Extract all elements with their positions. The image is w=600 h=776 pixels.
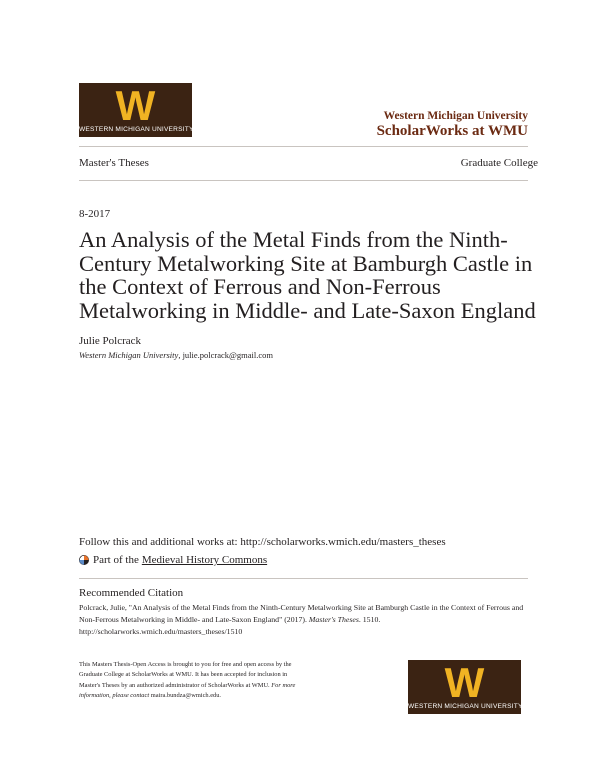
- divider-citation: [79, 578, 528, 579]
- nav-masters-theses[interactable]: Master's Theses: [79, 157, 149, 169]
- author-affiliation: [79, 350, 273, 360]
- wmu-logo-bottom[interactable]: [408, 660, 521, 714]
- part-of-line: [79, 554, 267, 566]
- citation-label: Recommended Citation: [79, 587, 184, 599]
- medieval-history-commons-link[interactable]: Medieval History Commons: [141, 554, 268, 566]
- wmu-logo-wordmark: WESTERN MICHIGAN UNIVERSITY: [79, 126, 194, 133]
- wmu-logo-letter: W: [444, 659, 485, 706]
- follow-line: [79, 536, 446, 548]
- network-commons-icon: [79, 555, 89, 565]
- access-main: This Masters Thesis-Open Access is brought to you for free and open access by the Graduate College at ScholarWorks at WMU. It has been accepted for inclusion in Master's Theses by an authorized administrator of ScholarWorks at WMU.: [79, 661, 292, 689]
- affiliation-name: Western Michigan University: [79, 350, 179, 360]
- author-name: Julie Polcrack: [79, 335, 142, 347]
- follow-url-link[interactable]: http://scholarworks.wmich.edu/masters_theses: [240, 536, 446, 548]
- wmu-logo-top[interactable]: [79, 83, 192, 137]
- citation-main: Polcrack, Julie, "An Analysis of the Metal Finds from the Ninth-Century Metalworking Site at Bamburgh Castle in the Context of Ferrous and Non-Ferrous Metalworking in Middle- and Late-Saxon England" (2017).: [79, 603, 524, 624]
- access-statement: [79, 660, 309, 702]
- nav-graduate-college[interactable]: Graduate College: [460, 157, 538, 169]
- citation-text: [79, 602, 529, 638]
- wmu-logo-wordmark: WESTERN MICHIGAN UNIVERSITY: [408, 703, 523, 710]
- author-email[interactable]: , julie.polcrack@gmail.com: [178, 350, 273, 360]
- citation-url-link[interactable]: http://scholarworks.wmich.edu/masters_theses/1510: [79, 627, 243, 636]
- citation-series: Master's Theses: [308, 615, 359, 624]
- wmu-logo-letter: W: [115, 82, 156, 129]
- part-of-prefix: Part of the: [93, 554, 139, 566]
- follow-prefix: Follow this and additional works at:: [79, 536, 241, 548]
- contact-email-link[interactable]: maira.bundza@wmich.edu.: [150, 692, 222, 700]
- divider-nav: [79, 180, 528, 181]
- publication-date: 8-2017: [79, 208, 111, 220]
- access-contact-prompt: For more information, please contact: [79, 681, 296, 700]
- repository-name[interactable]: ScholarWorks at WMU: [376, 123, 528, 139]
- repository-university[interactable]: Western Michigan University: [383, 110, 528, 122]
- thesis-title: An Analysis of the Metal Finds from the Ninth-Century Metalworking Site at Bamburgh Castle in the Context of Ferrous and Non-Ferrous Metalworking in Middle- and Late-Saxon England: [79, 227, 536, 323]
- divider-top: [79, 146, 528, 147]
- citation-number: . 1510.: [358, 615, 381, 624]
